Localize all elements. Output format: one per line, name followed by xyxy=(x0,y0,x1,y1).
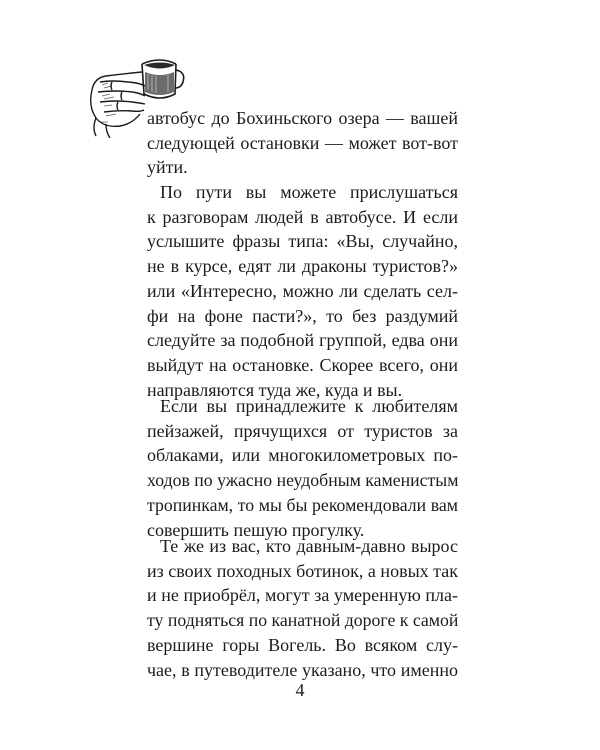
text-line: из своих походных ботинок, а новых так xyxy=(147,560,458,581)
text-line: или «Интересно, можно ли сделать сел- xyxy=(147,280,458,301)
text-line: тропинкам, то мы бы рекомендовали вам xyxy=(147,494,458,515)
page-number: 4 xyxy=(295,680,305,700)
paragraph-cable-car xyxy=(147,534,458,682)
text-line: услышите фразы типа: «Вы, случайно, xyxy=(147,231,458,252)
text-line: ходов по ужасно неудобным каменистым xyxy=(147,470,459,491)
text-line: Те же из вас, кто давным-давно вырос xyxy=(160,536,458,556)
paragraph-continuation xyxy=(147,106,458,180)
text-line: пейзажей, прячущихся от туристов за xyxy=(147,420,458,441)
text-line: совершить пешую прогулку. xyxy=(147,519,365,540)
text-line: автобус до Бохиньского озера — вашей xyxy=(147,108,458,128)
paragraph-bus-conversations xyxy=(147,180,458,402)
text-line: ту подняться по канатной дороге к самой xyxy=(147,610,459,631)
text-line: следуйте за подобной группой, едва они xyxy=(147,330,458,351)
text-line: Если вы принадлежите к любителям xyxy=(160,396,458,416)
text-line: к разговорам людей в автобусе. И если xyxy=(147,206,458,227)
paragraph-landscape-lovers xyxy=(147,394,458,542)
text-line: облаками, или многокилометровых по- xyxy=(147,445,458,466)
text-line: вершине горы Вогель. Во всяком слу- xyxy=(147,634,458,655)
text-line: чае, в путеводителе указано, что именно xyxy=(147,659,458,680)
text-line: и не приобрёл, могут за умеренную пла- xyxy=(147,585,458,606)
text-line: не в курсе, едят ли драконы туристов?» xyxy=(147,256,458,277)
text-line: следующей остановки — может вот-вот xyxy=(147,132,458,153)
text-line: уйти. xyxy=(147,157,188,178)
text-line: направляются туда же, куда и вы. xyxy=(147,379,403,400)
text-line: По пути вы можете прислушаться xyxy=(160,182,458,202)
text-line: выйдут на остановке. Скорее всего, они xyxy=(147,354,458,375)
text-line: фи на фоне пасти?», то без раздумий xyxy=(147,305,458,326)
